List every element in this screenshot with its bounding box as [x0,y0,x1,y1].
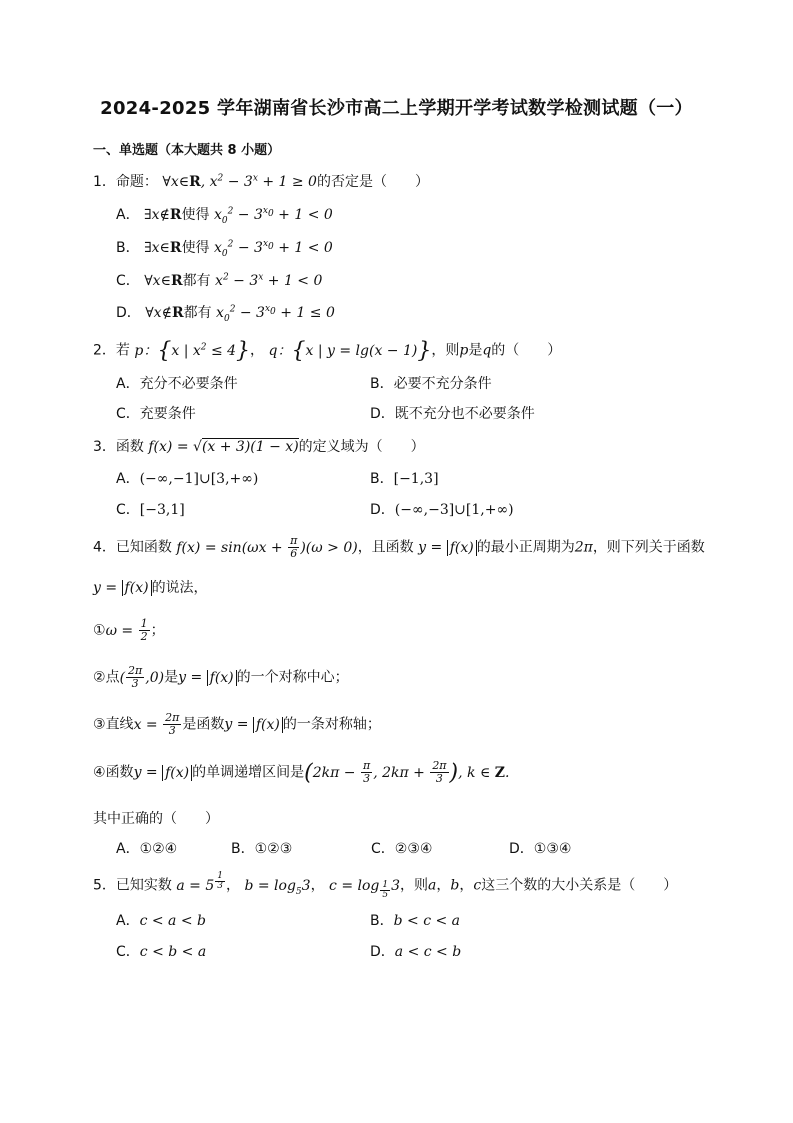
math-expression: ∃x∉R [144,207,182,223]
math-expression: c = log $_{\frac{1}{5}}$ 3 [329,877,401,901]
statement-1: ①ω = $\frac{1}{2}$ ； [93,617,165,643]
math-expression: ∀x∈R [144,273,183,289]
math-expression: [−1,3] [393,471,439,487]
statement-marker: ③ [93,716,106,733]
option-label: B． [370,913,394,929]
math-expression: p：{x | $x^2 \le 4$} [134,338,251,363]
math-expression: ∀x∉R [145,305,184,321]
option-a [116,910,206,930]
math-expression: x = $\frac{2\pi}{3}$ [133,711,180,737]
question-text: ， [310,877,325,894]
question-text: 是 [468,342,483,359]
question-5: 5．已知实数 a = 5 $^{\frac{1}{3}}$ ， $b = \log_53$， c = log $_{\frac{1}{5}}$ 3，则a，b，c这三个数的大小关系是（ ） [93,871,678,901]
question-3 [93,436,425,456]
option-label: C． [116,944,140,960]
math-expression: y = f(x) [178,670,237,686]
statement-text: 函数 [105,764,134,781]
math-expression: $b = \log_53$ [244,877,311,897]
option-b: B．必要不充分条件 [370,376,492,392]
statement-text: 点 [105,669,120,686]
question-text: 的否定是（ ） [316,174,429,190]
question-4-prompt: 其中正确的（ ） [93,811,219,827]
option-a: A．①②④ [116,841,178,857]
section-heading: 一、单选题（本大题共 8 小题） [93,143,281,158]
math-expression: $x_0^2 - 3^{x_0} + 1 < 0$ [213,206,333,226]
math-expression: a < c < b [394,944,462,960]
question-text: ，则 [431,342,460,359]
option-b: B．①②③ [231,841,293,857]
math-expression: y = f(x) [134,765,193,781]
question-text: 的（ ） [491,342,562,359]
statement-3 [93,712,381,737]
option-text: 都有 [182,273,211,289]
question-number: 4． [93,539,116,556]
option-c [116,270,322,290]
math-expression: [−3,1] [139,502,185,518]
option-d: D．既不充分也不必要条件 [370,406,535,422]
math-expression: b < c < a [393,913,461,929]
math-expression: c < a < b [139,913,206,929]
question-1 [93,171,429,191]
math-expression: f(x) = sin(ωx + $\frac{\pi}{6}$ )(ω > 0) [176,534,358,560]
question-text: 若 [115,342,130,359]
option-b [116,237,333,259]
option-c [116,499,185,519]
math-expression: y = f(x) [418,540,477,556]
math-expression: 2π [574,539,593,556]
math-expression: $x^2 - 3^x + 1 < 0$ [215,272,323,289]
statement-marker: ② [93,669,106,686]
statement-2 [93,665,349,690]
math-expression: (−∞,−1]∪[3,+∞) [139,471,259,487]
question-text: ， [226,877,240,894]
option-a [116,468,258,488]
math-expression: $x_0^2 - 3^{x_0} + 1 < 0$ [214,239,333,259]
option-label: B． [116,240,140,256]
math-expression: $x_0^2 - 3^{x_0} + 1 \le 0$ [216,304,335,324]
math-expression: q：{x | y = lg(x − 1)} [268,338,432,363]
option-label: B． [370,471,394,487]
option-label: D． [116,305,141,321]
question-text: ，且函数 [357,539,414,556]
question-4-line-2 [93,577,208,597]
math-expression: (−∞,−3]∪[1,+∞) [394,502,514,518]
math-expression: ( $\frac{2\pi}{3}$ ,0) [119,664,165,690]
option-label: D． [370,944,395,960]
math-expression: ω = $\frac{1}{2}$ [105,617,148,643]
option-d: D．①③④ [509,841,572,857]
option-c [116,941,206,961]
statement-4 [93,760,509,785]
statement-text: 是 [164,669,179,686]
statement-text: 是函数 [182,716,225,733]
option-text: 使得 [181,240,210,256]
question-text: ，则下列关于函数 [592,539,705,556]
option-a [116,204,333,226]
option-a: A．充分不必要条件 [116,376,238,392]
question-number: 2． [93,342,116,359]
statement-text: 的一个对称中心； [236,669,349,686]
option-label: C． [116,502,140,518]
question-number: 3． [93,439,116,455]
question-text: 的最小正周期为 [476,539,575,556]
math-expression: c < b < a [139,944,207,960]
question-2: 2．若 p：{x | $x^2 \le 4$}， q：{x | y = lg(x − 1)}，则p是q的（ ） [93,338,562,363]
question-number: 5． [93,877,116,894]
math-expression: y = f(x) [93,580,152,596]
statement-marker: ① [93,622,106,639]
question-text: ，则 [400,877,429,894]
option-c: C．充要条件 [116,406,196,422]
option-label: C． [116,273,140,289]
question-number: 1． [93,174,116,190]
option-c: C．②③④ [371,841,433,857]
question-text: 命题： [115,174,158,190]
question-text: ， [250,342,265,359]
option-b [370,910,460,930]
option-d [116,302,335,324]
question-text: 的说法， [151,580,208,596]
option-text: 都有 [183,305,212,321]
option-label: D． [370,502,395,518]
question-text: 这三个数的大小关系是（ ） [481,877,678,894]
math-expression: (2kπ − $\frac{\pi}{3}$ , 2kπ + $\frac{2\pi}{3}$ ), k ∈ Z. [304,759,510,785]
question-text: 的定义域为（ ） [298,439,425,455]
question-text: 已知函数 [115,539,172,556]
question-4 [93,535,705,560]
math-expression: f(x) = √(x + 3)(1 − x) [148,439,299,455]
option-label: A． [116,913,140,929]
statement-text: 直线 [105,716,134,733]
math-expression: ∃x∈R [144,240,182,256]
option-d [370,941,461,961]
question-text: 已知实数 [115,877,172,894]
option-label: A． [116,471,140,487]
option-d [370,499,514,519]
option-label: A． [116,207,140,223]
statement-text: 的单调递增区间是 [192,764,305,781]
page-title: 2024-2025 学年湖南省长沙市高二上学期开学考试数学检测试题（一） [100,98,693,119]
statement-marker: ④ [93,764,106,781]
math-expression: y = f(x) [224,717,283,733]
math-expression: a = 5 $^{\frac{1}{3}}$ [176,871,223,894]
question-text: 函数 [115,439,144,455]
statement-text: 的一条对称轴； [282,716,381,733]
option-b [370,468,439,488]
math-expression: ∀x∈R, $x^2 - 3^x + 1 \ge 0$ [162,173,317,190]
option-text: 使得 [181,207,210,223]
